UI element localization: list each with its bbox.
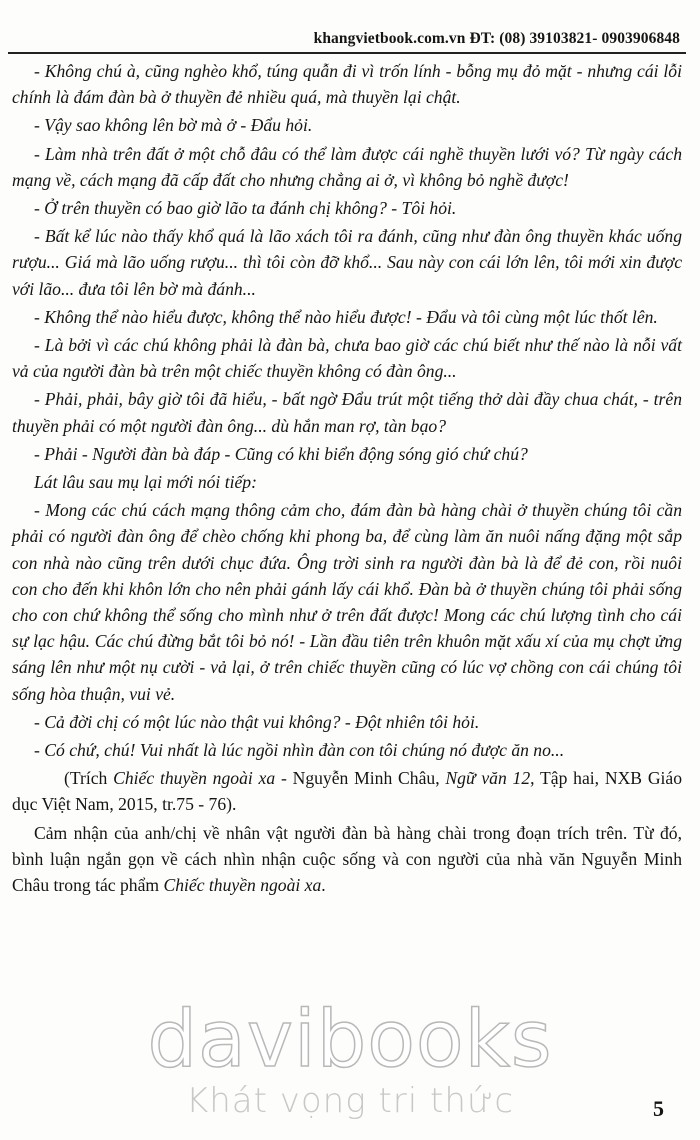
- page-body: [12, 58, 682, 900]
- dialogue-line: - Cả đời chị có một lúc nào thật vui không? - Đột nhiên tôi hỏi.: [34, 711, 480, 732]
- page-header: khangvietbook.com.vn ĐT: (08) 39103821- 0903906848: [313, 30, 680, 47]
- essay-prompt: [12, 820, 682, 899]
- citation-work-title: Chiếc thuyền ngoài xa: [113, 768, 276, 789]
- dialogue-line: - Phải, phải, bây giờ tôi đã hiểu, - bất ngờ Đẩu trút một tiếng thở dài đầy chua chát, - trên thuyền phải có một người đàn ông... dù hắn man rợ, tàn bạo?: [12, 389, 682, 436]
- narration-line: Lát lâu sau mụ lại mới nói tiếp:: [34, 472, 257, 493]
- dialogue-line: - Có chứ, chú! Vui nhất là lúc ngồi nhìn đàn con tôi chúng nó được ăn no...: [34, 740, 565, 761]
- citation-open: (Trích: [64, 768, 114, 789]
- citation: [12, 765, 682, 817]
- citation-details: , Tập hai, NXB Giáo dục Việt Nam, 2015, tr.75 - 76).: [12, 768, 683, 815]
- prompt-text: Cảm nhận của anh/chị về nhân vật người đàn bà hàng chài trong đoạn trích trên. Từ đó, bình luận ngắn gọn về cách nhìn nhận cuộc sống và con người của nhà văn Nguyễn Minh Châu trong tác phẩm: [12, 822, 682, 896]
- dialogue-line: - Không chú à, cũng nghèo khổ, túng quẫn đi vì trốn lính - bỗng mụ đỏ mặt - nhưng cái lỗi chính là đám đàn bà ở thuyền đẻ nhiều quá, mà thuyền lại chật.: [12, 61, 682, 108]
- citation-author: - Nguyễn Minh Châu,: [275, 768, 446, 789]
- prompt-end: .: [321, 875, 326, 896]
- watermark-brand: davibooks: [147, 995, 553, 1085]
- dialogue-line: - Là bởi vì các chú không phải là đàn bà, chưa bao giờ các chú biết như thế nào là nỗi vất vả của người đàn bà trên một chiếc thuyền không có đàn ông...: [12, 335, 682, 382]
- dialogue-line: - Ở trên thuyền có bao giờ lão ta đánh chị không? - Tôi hỏi.: [34, 198, 457, 219]
- dialogue-line: - Vậy sao không lên bờ mà ở - Đẩu hỏi.: [34, 115, 313, 136]
- dialogue-line: - Mong các chú cách mạng thông cảm cho, đám đàn bà hàng chài ở thuyền chúng tôi cần phải có người đàn ông để chèo chống khi phong ba, để cùng làm ăn nuôi nấng đặng một sắp con nhà nào cũng trên dưới chục đứa. Ông trời sinh ra người đàn bà là để đẻ con, rồi nuôi con cho đến khi khôn lớn cho nên phải gánh lấy cái khổ. Đàn bà ở thuyền chúng tôi phải sống cho con chứ không thể sống cho mình như ở trên đất được! Mong các chú lượng tình cho cái sự lạc hậu. Các chú đừng bắt tôi bỏ nó! - Lần đầu tiên trên khuôn mặt xấu xí của mụ chợt ửng sáng lên như một nụ cười - vả lại, ở trên chiếc thuyền cũng có lúc vợ chồng con cái chúng tôi sống hòa thuận, vui vẻ.: [12, 500, 682, 704]
- header-divider: [8, 52, 686, 54]
- watermark-tagline: Khát vọng tri thức: [185, 1081, 515, 1121]
- watermark: [120, 995, 580, 1121]
- dialogue-line: - Phải - Người đàn bà đáp - Cũng có khi biển động sóng gió chứ chú?: [34, 443, 528, 464]
- prompt-work-title: Chiếc thuyền ngoài xa: [163, 875, 322, 896]
- citation-textbook: Ngữ văn 12: [445, 768, 531, 789]
- dialogue-line: - Làm nhà trên đất ở một chỗ đâu có thể làm được cái nghề thuyền lưới vó? Từ ngày cách mạng về, cách mạng đã cấp đất cho nhưng chẳng ai ở, vì không bỏ nghề được!: [12, 143, 682, 190]
- page-number: 5: [653, 1096, 664, 1121]
- dialogue-line: - Không thể nào hiểu được, không thể nào hiểu được! - Đẩu và tôi cùng một lúc thốt lên.: [34, 306, 658, 327]
- dialogue-line: - Bất kể lúc nào thấy khổ quá là lão xách tôi ra đánh, cũng như đàn ông thuyền khác uống rượu... Giá mà lão uống rượu... thì tôi còn đỡ khổ... Sau này con cái lớn lên, tôi mới xin được với lão... đưa tôi lên bờ mà đánh...: [12, 226, 682, 299]
